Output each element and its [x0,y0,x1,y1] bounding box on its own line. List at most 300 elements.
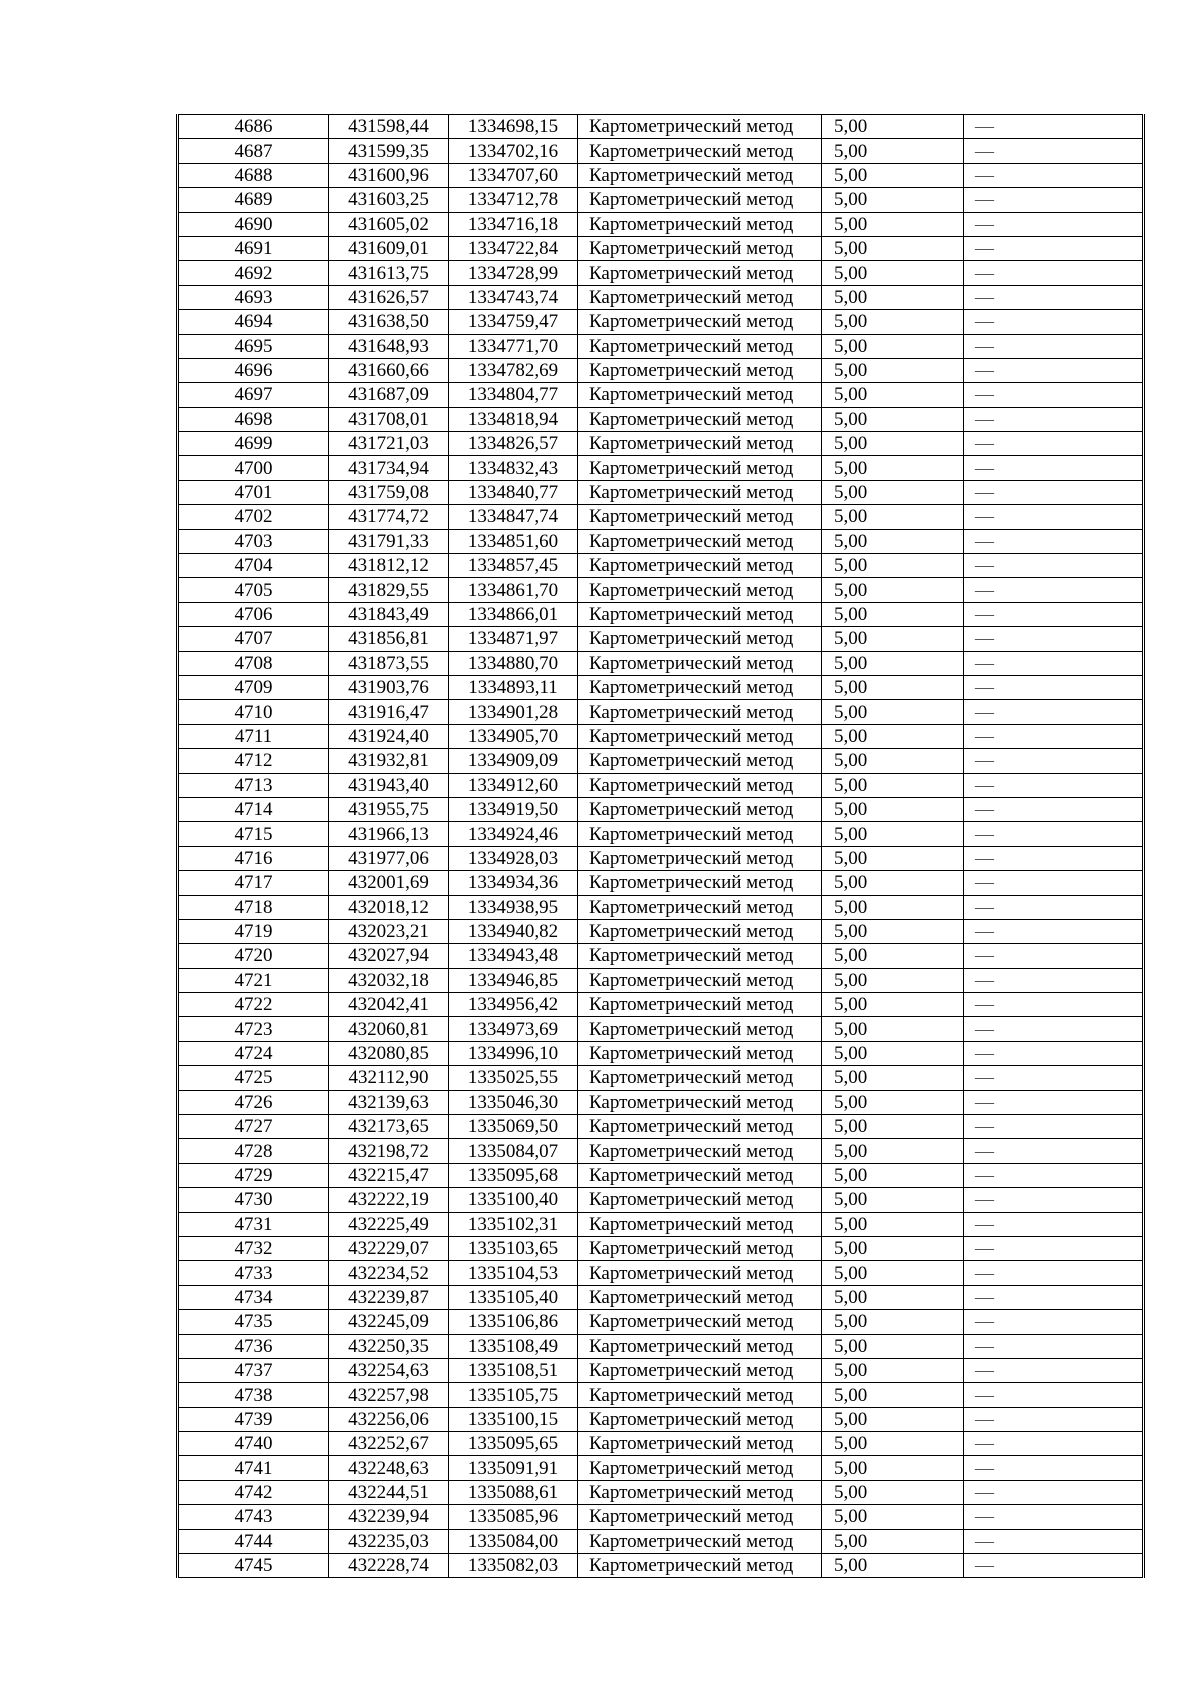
note-cell: — [964,554,1144,578]
method-cell: Картометрический метод [578,1285,822,1309]
x-coordinate-cell: 432001,69 [329,871,449,895]
method-cell: Картометрический метод [578,822,822,846]
accuracy-cell: 5,00 [822,1334,964,1358]
note-cell: — [964,358,1144,382]
y-coordinate-cell: 1334919,50 [449,797,578,821]
accuracy-cell: 5,00 [822,651,964,675]
y-coordinate-cell: 1334909,09 [449,749,578,773]
accuracy-cell: 5,00 [822,383,964,407]
point-number-cell: 4691 [178,236,329,260]
method-cell: Картометрический метод [578,1236,822,1260]
accuracy-cell: 5,00 [822,993,964,1017]
method-cell: Картометрический метод [578,895,822,919]
note-cell: — [964,1041,1144,1065]
method-cell: Картометрический метод [578,1383,822,1407]
y-coordinate-cell: 1334946,85 [449,968,578,992]
accuracy-cell: 5,00 [822,1163,964,1187]
table-row [178,383,1144,407]
point-number-cell: 4717 [178,871,329,895]
method-cell: Картометрический метод [578,1505,822,1529]
y-coordinate-cell: 1335100,15 [449,1407,578,1431]
table-row [178,1115,1144,1139]
coordinates-table-body [178,115,1144,1578]
note-cell: — [964,919,1144,943]
x-coordinate-cell: 431829,55 [329,578,449,602]
note-cell: — [964,1456,1144,1480]
y-coordinate-cell: 1334712,78 [449,188,578,212]
point-number-cell: 4730 [178,1188,329,1212]
y-coordinate-cell: 1335108,51 [449,1358,578,1382]
note-cell: — [964,968,1144,992]
method-cell: Картометрический метод [578,1115,822,1139]
accuracy-cell: 5,00 [822,919,964,943]
note-cell: — [964,993,1144,1017]
point-number-cell: 4744 [178,1529,329,1553]
note-cell: — [964,1383,1144,1407]
y-coordinate-cell: 1334973,69 [449,1017,578,1041]
table-row [178,675,1144,699]
y-coordinate-cell: 1334743,74 [449,285,578,309]
table-row [178,871,1144,895]
accuracy-cell: 5,00 [822,115,964,139]
accuracy-cell: 5,00 [822,797,964,821]
note-cell: — [964,480,1144,504]
x-coordinate-cell: 431943,40 [329,773,449,797]
accuracy-cell: 5,00 [822,1261,964,1285]
method-cell: Картометрический метод [578,115,822,139]
table-row [178,115,1144,139]
accuracy-cell: 5,00 [822,749,964,773]
point-number-cell: 4727 [178,1115,329,1139]
note-cell: — [964,1090,1144,1114]
table-row [178,1139,1144,1163]
table-row [178,1236,1144,1260]
x-coordinate-cell: 432229,07 [329,1236,449,1260]
accuracy-cell: 5,00 [822,529,964,553]
method-cell: Картометрический метод [578,1407,822,1431]
table-row [178,212,1144,236]
note-cell: — [964,944,1144,968]
table-row [178,1358,1144,1382]
x-coordinate-cell: 432234,52 [329,1261,449,1285]
x-coordinate-cell: 432248,63 [329,1456,449,1480]
accuracy-cell: 5,00 [822,846,964,870]
table-row [178,1285,1144,1309]
note-cell: — [964,163,1144,187]
x-coordinate-cell: 431626,57 [329,285,449,309]
method-cell: Картометрический метод [578,1432,822,1456]
table-row [178,456,1144,480]
method-cell: Картометрический метод [578,212,822,236]
x-coordinate-cell: 432228,74 [329,1554,449,1578]
point-number-cell: 4708 [178,651,329,675]
accuracy-cell: 5,00 [822,944,964,968]
y-coordinate-cell: 1335104,53 [449,1261,578,1285]
note-cell: — [964,651,1144,675]
x-coordinate-cell: 432042,41 [329,993,449,1017]
x-coordinate-cell: 432027,94 [329,944,449,968]
y-coordinate-cell: 1334924,46 [449,822,578,846]
point-number-cell: 4738 [178,1383,329,1407]
accuracy-cell: 5,00 [822,236,964,260]
point-number-cell: 4709 [178,675,329,699]
note-cell: — [964,1139,1144,1163]
point-number-cell: 4700 [178,456,329,480]
table-row [178,163,1144,187]
accuracy-cell: 5,00 [822,1505,964,1529]
point-number-cell: 4701 [178,480,329,504]
table-row [178,285,1144,309]
y-coordinate-cell: 1335069,50 [449,1115,578,1139]
method-cell: Картометрический метод [578,749,822,773]
point-number-cell: 4741 [178,1456,329,1480]
y-coordinate-cell: 1334840,77 [449,480,578,504]
note-cell: — [964,432,1144,456]
y-coordinate-cell: 1334832,43 [449,456,578,480]
accuracy-cell: 5,00 [822,773,964,797]
accuracy-cell: 5,00 [822,700,964,724]
note-cell: — [964,1163,1144,1187]
point-number-cell: 4735 [178,1310,329,1334]
point-number-cell: 4693 [178,285,329,309]
x-coordinate-cell: 432198,72 [329,1139,449,1163]
y-coordinate-cell: 1334866,01 [449,602,578,626]
x-coordinate-cell: 431932,81 [329,749,449,773]
method-cell: Картометрический метод [578,139,822,163]
x-coordinate-cell: 432080,85 [329,1041,449,1065]
point-number-cell: 4742 [178,1480,329,1504]
y-coordinate-cell: 1334707,60 [449,163,578,187]
y-coordinate-cell: 1334826,57 [449,432,578,456]
accuracy-cell: 5,00 [822,163,964,187]
accuracy-cell: 5,00 [822,1480,964,1504]
x-coordinate-cell: 432252,67 [329,1432,449,1456]
point-number-cell: 4736 [178,1334,329,1358]
method-cell: Картометрический метод [578,919,822,943]
table-row [178,1212,1144,1236]
accuracy-cell: 5,00 [822,1383,964,1407]
x-coordinate-cell: 432256,06 [329,1407,449,1431]
note-cell: — [964,407,1144,431]
method-cell: Картометрический метод [578,456,822,480]
table-row [178,968,1144,992]
method-cell: Картометрический метод [578,1261,822,1285]
table-row [178,1310,1144,1334]
method-cell: Картометрический метод [578,968,822,992]
table-row [178,846,1144,870]
table-row [178,1456,1144,1480]
accuracy-cell: 5,00 [822,310,964,334]
table-row [178,310,1144,334]
y-coordinate-cell: 1335046,30 [449,1090,578,1114]
accuracy-cell: 5,00 [822,1358,964,1382]
method-cell: Картометрический метод [578,310,822,334]
method-cell: Картометрический метод [578,554,822,578]
method-cell: Картометрический метод [578,1163,822,1187]
note-cell: — [964,1212,1144,1236]
accuracy-cell: 5,00 [822,1432,964,1456]
note-cell: — [964,700,1144,724]
method-cell: Картометрический метод [578,480,822,504]
accuracy-cell: 5,00 [822,602,964,626]
point-number-cell: 4704 [178,554,329,578]
note-cell: — [964,236,1144,260]
method-cell: Картометрический метод [578,1017,822,1041]
point-number-cell: 4711 [178,724,329,748]
point-number-cell: 4715 [178,822,329,846]
accuracy-cell: 5,00 [822,1115,964,1139]
table-row [178,505,1144,529]
method-cell: Картометрический метод [578,871,822,895]
method-cell: Картометрический метод [578,236,822,260]
point-number-cell: 4732 [178,1236,329,1260]
x-coordinate-cell: 432215,47 [329,1163,449,1187]
point-number-cell: 4697 [178,383,329,407]
note-cell: — [964,188,1144,212]
x-coordinate-cell: 431605,02 [329,212,449,236]
x-coordinate-cell: 431966,13 [329,822,449,846]
x-coordinate-cell: 432239,87 [329,1285,449,1309]
y-coordinate-cell: 1335103,65 [449,1236,578,1260]
x-coordinate-cell: 431599,35 [329,139,449,163]
method-cell: Картометрический метод [578,1066,822,1090]
table-row [178,1261,1144,1285]
method-cell: Картометрический метод [578,1529,822,1553]
point-number-cell: 4695 [178,334,329,358]
y-coordinate-cell: 1334702,16 [449,139,578,163]
point-number-cell: 4686 [178,115,329,139]
x-coordinate-cell: 431977,06 [329,846,449,870]
table-row [178,1066,1144,1090]
y-coordinate-cell: 1334804,77 [449,383,578,407]
point-number-cell: 4723 [178,1017,329,1041]
accuracy-cell: 5,00 [822,724,964,748]
method-cell: Картометрический метод [578,1334,822,1358]
x-coordinate-cell: 431598,44 [329,115,449,139]
point-number-cell: 4724 [178,1041,329,1065]
table-row [178,358,1144,382]
y-coordinate-cell: 1334847,74 [449,505,578,529]
note-cell: — [964,1261,1144,1285]
x-coordinate-cell: 432018,12 [329,895,449,919]
x-coordinate-cell: 431774,72 [329,505,449,529]
note-cell: — [964,383,1144,407]
accuracy-cell: 5,00 [822,505,964,529]
x-coordinate-cell: 431916,47 [329,700,449,724]
table-row [178,1407,1144,1431]
table-row [178,139,1144,163]
x-coordinate-cell: 431924,40 [329,724,449,748]
accuracy-cell: 5,00 [822,1066,964,1090]
point-number-cell: 4739 [178,1407,329,1431]
accuracy-cell: 5,00 [822,1285,964,1309]
x-coordinate-cell: 431903,76 [329,675,449,699]
method-cell: Картометрический метод [578,1480,822,1504]
accuracy-cell: 5,00 [822,139,964,163]
table-row [178,1163,1144,1187]
point-number-cell: 4718 [178,895,329,919]
accuracy-cell: 5,00 [822,432,964,456]
y-coordinate-cell: 1335082,03 [449,1554,578,1578]
point-number-cell: 4703 [178,529,329,553]
x-coordinate-cell: 431600,96 [329,163,449,187]
y-coordinate-cell: 1335088,61 [449,1480,578,1504]
method-cell: Картометрический метод [578,407,822,431]
accuracy-cell: 5,00 [822,456,964,480]
method-cell: Картометрический метод [578,383,822,407]
note-cell: — [964,1554,1144,1578]
y-coordinate-cell: 1334722,84 [449,236,578,260]
y-coordinate-cell: 1335108,49 [449,1334,578,1358]
accuracy-cell: 5,00 [822,261,964,285]
point-number-cell: 4692 [178,261,329,285]
x-coordinate-cell: 431603,25 [329,188,449,212]
method-cell: Картометрический метод [578,944,822,968]
y-coordinate-cell: 1334880,70 [449,651,578,675]
table-row [178,1041,1144,1065]
point-number-cell: 4745 [178,1554,329,1578]
method-cell: Картометрический метод [578,651,822,675]
accuracy-cell: 5,00 [822,358,964,382]
table-row [178,1188,1144,1212]
note-cell: — [964,529,1144,553]
table-row [178,432,1144,456]
table-row [178,1017,1144,1041]
table-row [178,1554,1144,1578]
note-cell: — [964,846,1144,870]
point-number-cell: 4696 [178,358,329,382]
note-cell: — [964,1358,1144,1382]
accuracy-cell: 5,00 [822,968,964,992]
y-coordinate-cell: 1334851,60 [449,529,578,553]
method-cell: Картометрический метод [578,1212,822,1236]
y-coordinate-cell: 1334716,18 [449,212,578,236]
accuracy-cell: 5,00 [822,1188,964,1212]
x-coordinate-cell: 431687,09 [329,383,449,407]
point-number-cell: 4716 [178,846,329,870]
point-number-cell: 4698 [178,407,329,431]
x-coordinate-cell: 432139,63 [329,1090,449,1114]
accuracy-cell: 5,00 [822,675,964,699]
x-coordinate-cell: 431708,01 [329,407,449,431]
note-cell: — [964,115,1144,139]
x-coordinate-cell: 432250,35 [329,1334,449,1358]
point-number-cell: 4713 [178,773,329,797]
table-row [178,334,1144,358]
y-coordinate-cell: 1335084,07 [449,1139,578,1163]
point-number-cell: 4690 [178,212,329,236]
note-cell: — [964,456,1144,480]
accuracy-cell: 5,00 [822,480,964,504]
table-row [178,724,1144,748]
method-cell: Картометрический метод [578,993,822,1017]
x-coordinate-cell: 431856,81 [329,627,449,651]
point-number-cell: 4706 [178,602,329,626]
y-coordinate-cell: 1334956,42 [449,993,578,1017]
note-cell: — [964,261,1144,285]
note-cell: — [964,1017,1144,1041]
method-cell: Картометрический метод [578,358,822,382]
x-coordinate-cell: 432235,03 [329,1529,449,1553]
x-coordinate-cell: 432112,90 [329,1066,449,1090]
table-row [178,919,1144,943]
point-number-cell: 4721 [178,968,329,992]
accuracy-cell: 5,00 [822,895,964,919]
note-cell: — [964,797,1144,821]
method-cell: Картометрический метод [578,578,822,602]
accuracy-cell: 5,00 [822,1456,964,1480]
y-coordinate-cell: 1335091,91 [449,1456,578,1480]
point-number-cell: 4702 [178,505,329,529]
method-cell: Картометрический метод [578,432,822,456]
x-coordinate-cell: 432032,18 [329,968,449,992]
x-coordinate-cell: 432239,94 [329,1505,449,1529]
method-cell: Картометрический метод [578,261,822,285]
y-coordinate-cell: 1335100,40 [449,1188,578,1212]
table-row [178,236,1144,260]
x-coordinate-cell: 431613,75 [329,261,449,285]
note-cell: — [964,285,1144,309]
point-number-cell: 4722 [178,993,329,1017]
y-coordinate-cell: 1335095,68 [449,1163,578,1187]
accuracy-cell: 5,00 [822,1090,964,1114]
method-cell: Картометрический метод [578,1358,822,1382]
point-number-cell: 4725 [178,1066,329,1090]
y-coordinate-cell: 1334871,97 [449,627,578,651]
point-number-cell: 4714 [178,797,329,821]
accuracy-cell: 5,00 [822,1017,964,1041]
method-cell: Картометрический метод [578,1090,822,1114]
point-number-cell: 4712 [178,749,329,773]
x-coordinate-cell: 431791,33 [329,529,449,553]
accuracy-cell: 5,00 [822,285,964,309]
x-coordinate-cell: 431638,50 [329,310,449,334]
y-coordinate-cell: 1334934,36 [449,871,578,895]
table-row [178,1505,1144,1529]
table-row [178,480,1144,504]
y-coordinate-cell: 1334771,70 [449,334,578,358]
method-cell: Картометрический метод [578,675,822,699]
y-coordinate-cell: 1335025,55 [449,1066,578,1090]
note-cell: — [964,749,1144,773]
note-cell: — [964,871,1144,895]
y-coordinate-cell: 1334861,70 [449,578,578,602]
method-cell: Картометрический метод [578,724,822,748]
y-coordinate-cell: 1334938,95 [449,895,578,919]
note-cell: — [964,1285,1144,1309]
table-row [178,188,1144,212]
note-cell: — [964,675,1144,699]
y-coordinate-cell: 1334905,70 [449,724,578,748]
note-cell: — [964,895,1144,919]
point-number-cell: 4689 [178,188,329,212]
x-coordinate-cell: 431648,93 [329,334,449,358]
table-row [178,261,1144,285]
note-cell: — [964,1310,1144,1334]
x-coordinate-cell: 432254,63 [329,1358,449,1382]
point-number-cell: 4687 [178,139,329,163]
y-coordinate-cell: 1335084,00 [449,1529,578,1553]
accuracy-cell: 5,00 [822,1139,964,1163]
note-cell: — [964,505,1144,529]
table-row [178,700,1144,724]
method-cell: Картометрический метод [578,1139,822,1163]
note-cell: — [964,334,1144,358]
note-cell: — [964,212,1144,236]
note-cell: — [964,1236,1144,1260]
x-coordinate-cell: 432244,51 [329,1480,449,1504]
y-coordinate-cell: 1334940,82 [449,919,578,943]
